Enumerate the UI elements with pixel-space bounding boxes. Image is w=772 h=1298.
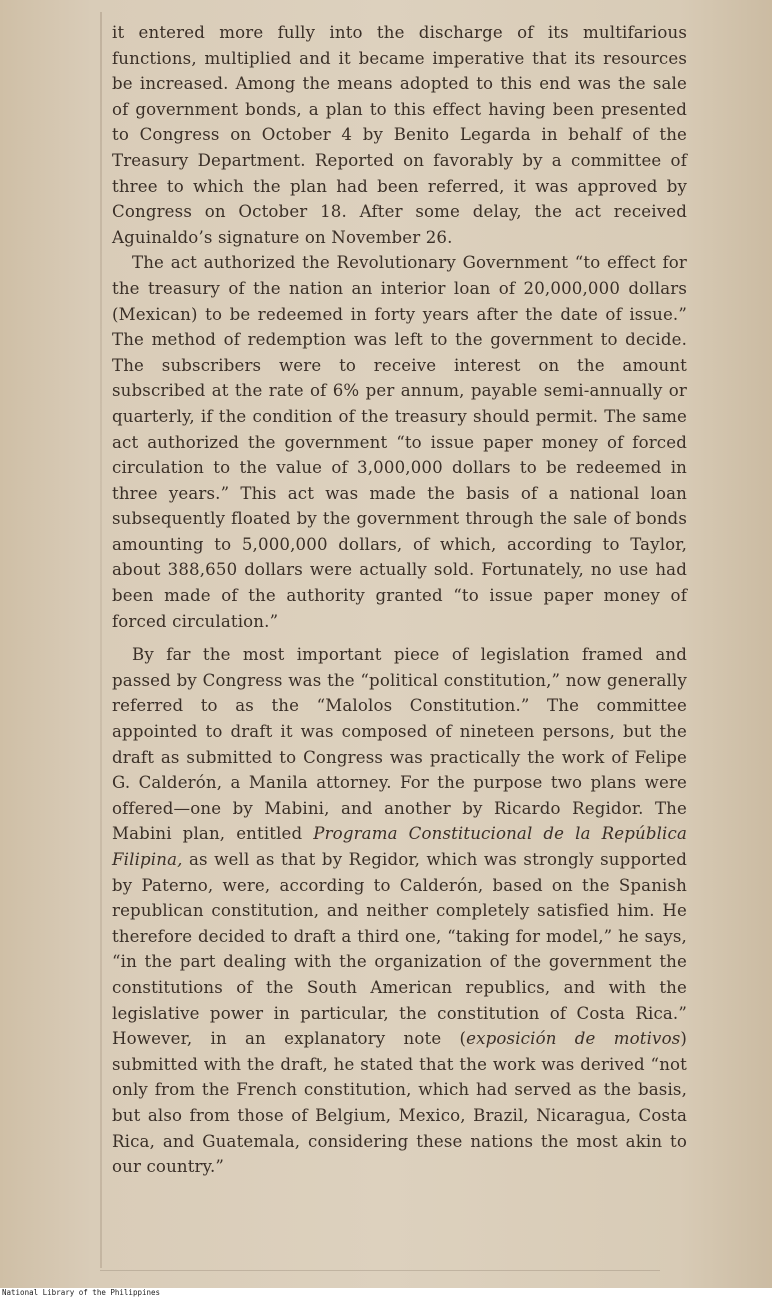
library-credit: National Library of the Philippines xyxy=(2,1288,161,1297)
paragraph-3-italic-term: exposición de motivos xyxy=(466,1029,681,1049)
body-text xyxy=(112,20,687,1180)
page-margin-line xyxy=(100,12,102,1268)
paragraph-1: it entered more fully into the discharge of its multifarious functions, multiplied and it became imperative that its resources be increased. Among the means adopted to this end was the sale of government bonds, a plan to this effect having been presented to Congress on October 4 by Benito Legarda in behalf of the Treasury Department. Reported on favorably by a committee of three to which the plan had been referred, it was approved by Congress on October 18. After some delay, the act received Aguinaldo’s signature on November 26. xyxy=(112,23,687,247)
paragraph-3-text-b: as well as that by Regidor, which was strongly supported by Paterno, were, according to Calderón, based on the Spanish republican constitution, and neither completely satisfied him. He therefore decided to draft a third one, “taking for model,” he says, “in the part dealing with the organization of the government the constitutions of the South American republics, and with the legislative power in particular, the constitution of Costa Rica.” However, in an explanatory note ( xyxy=(112,850,687,1049)
paragraph-3-text-a: By far the most important piece of legislation framed and passed by Congress was the “political constitution,” now generally referred to as the “Malolos Constitution.” The committee appointed to draft it was composed of nineteen persons, but the draft as submitted to Congress was practically the work of Felipe G. Calderón, a Manila attorney. For the purpose two plans were offered—one by Mabini, and another by Ricardo Regidor. The Mabini plan, entitled xyxy=(112,645,687,844)
bottom-rule xyxy=(100,1270,660,1271)
paragraph-3-text-c: ) submitted with the draft, he stated that the work was derived “not only from the French constitution, which had served as the basis, but also from those of Belgium, Mexico, Brazil, Nicaragua, Costa Rica, and Guatemala, considering these nations the most akin to our country.” xyxy=(112,1029,687,1177)
paragraph-3 xyxy=(112,642,687,1179)
paragraph-3-italic-title: Programa Constitucional de la República Filipina, xyxy=(112,824,687,869)
paragraph-2: The act authorized the Revolutionary Government “to effect for the treasury of the nation an interior loan of 20,000,000 dollars (Mexican) to be redeemed in forty years after the date of issue.” The method of redemption was left to the government to decide. The subscribers were to receive interest on the amount subscribed at the rate of 6% per annum, payable semi-annually or quarterly, if the condition of the treasury should permit. The same act authorized the government “to issue paper money of forced circulation to the value of 3,000,000 dollars to be redeemed in three years.” This act was made the basis of a national loan subsequently floated by the government through the sale of bonds amounting to 5,000,000 dollars, of which, according to Taylor, about 388,650 dollars were actually sold. Fortunately, no use had been made of the authority granted “to issue paper money of forced circulation.” xyxy=(112,253,687,631)
